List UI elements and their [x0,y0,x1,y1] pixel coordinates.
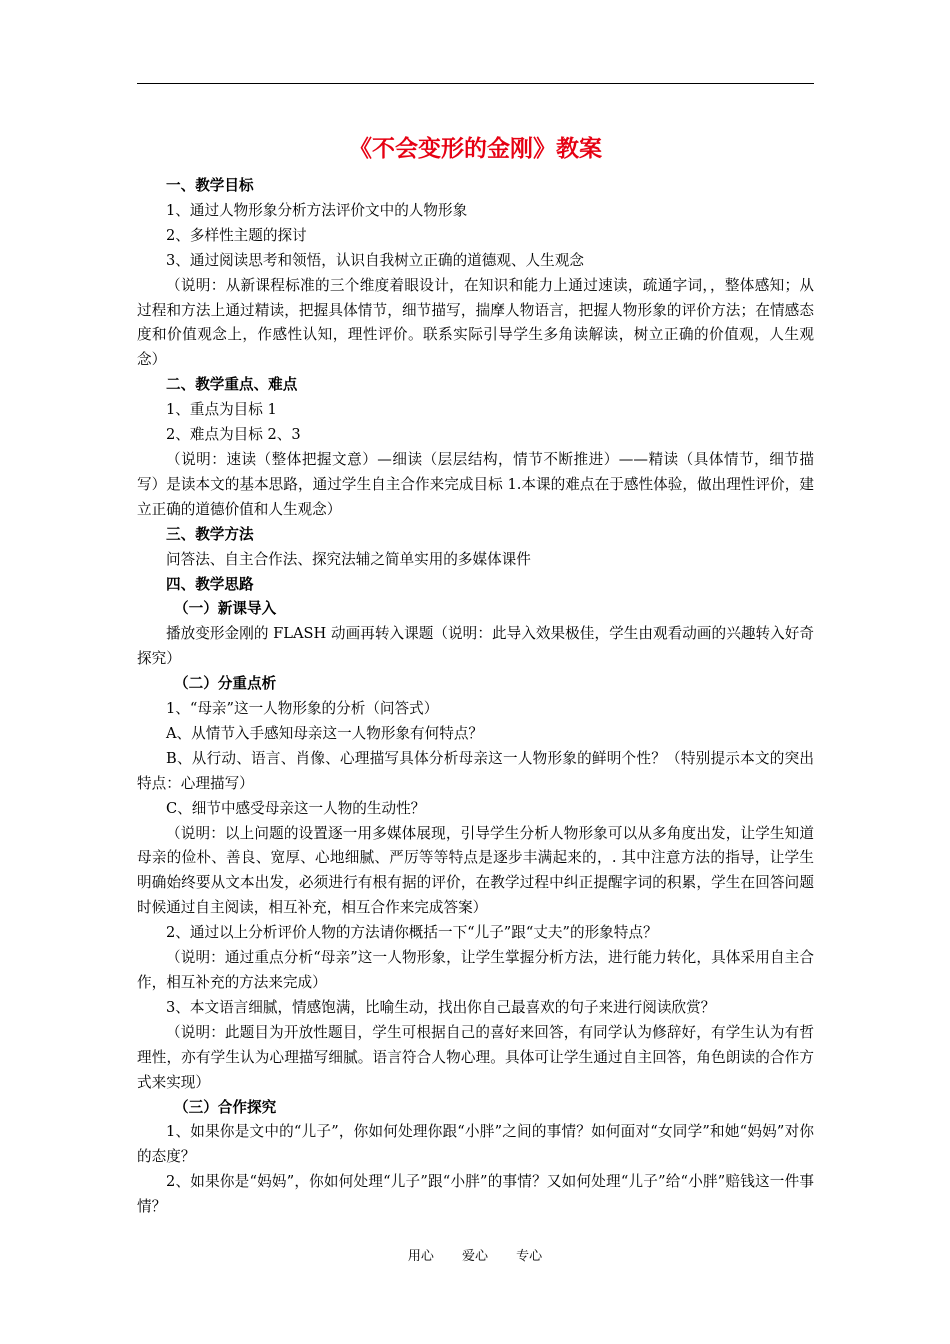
body-paragraph: 1、如果你是文中的“儿子”，你如何处理你跟“小胖”之间的事情？如何面对“女同学”和她“妈妈”对你的态度？ [137,1123,814,1166]
body-paragraph: 播放变形金刚的 FLASH 动画再转入课题（说明：此导入效果极佳，学生由观看动画的兴趣转入好奇探究） [137,625,814,668]
document-body [137,174,814,1220]
footer-item: 用心 [407,1249,434,1264]
body-paragraph: （说明：通过重点分析“母亲”这一人物形象，让学生掌握分析方法，进行能力转化，具体采用自主合作，相互补充的方法来完成） [137,949,814,991]
body-paragraph: 3、本文语言细腻，情感饱满，比喻生动，找出你自己最喜欢的句子来进行阅读欣赏？ [166,998,716,1016]
section-heading: 一、教学目标 [166,177,254,194]
footer-item: 爱心 [461,1249,488,1264]
body-paragraph: （说明：此题目为开放性题目，学生可根据自己的喜好来回答，有同学认为修辞好，有学生认为有哲理性，亦有学生认为心理描写细腻。语言符合人物心理。具体可让学生通过自主回答，角色朗读的合作方式来实现） [137,1023,814,1091]
body-paragraph: C、细节中感受母亲这一人物的生动性？ [166,799,426,817]
body-paragraph: 3、通过阅读思考和领悟，认识自我树立正确的道德观、人生观念 [166,251,584,269]
body-paragraph: （说明：从新课程标准的三个维度着眼设计，在知识和能力上通过速读，疏通字词，，整体感知；从过程和方法上通过精读，把握具体情节，细节描写，揣摩人物语言，把握人物形象的评价方法；在情感态度和价值观念上，作感性认知，理性评价。联系实际引导学生多角读解读，树立正确的价值观，人生观念） [137,276,814,369]
header-rule [137,83,814,84]
body-paragraph: （说明：以上问题的设置逐一用多媒体展现，引导学生分析人物形象可以从多角度出发，让学生知道母亲的俭朴、善良、宽厚、心地细腻、严厉等等特点是逐步丰满起来的，. 其中注意方法的指导，让学生明确始终要从文本出发，必须进行有根有据的评价，在教学过程中纠正提醒字词的积累，学生在回答问题时候通过自主阅读，相互补充，相互合作来完成答案） [137,824,814,917]
body-paragraph: 2、通过以上分析评价人物的方法请你概括一下“儿子”跟“丈夫”的形象特点？ [166,924,658,942]
body-paragraph: 1、重点为目标 1 [166,401,277,419]
body-paragraph: 问答法、自主合作法、探究法辅之简单实用的多媒体课件 [166,550,531,568]
body-paragraph: （说明：速读（整体把握文意）—细读（层层结构，情节不断推进）——精读（具体情节，细节描写）是读本文的基本思路，通过学生自主合作来完成目标 1.本课的难点在于感性体验，做出理性评价，建立正确的道德价值和人生观念） [137,450,814,518]
body-paragraph: 2、多样性主题的探讨 [166,226,307,244]
footer-item: 专心 [516,1249,543,1264]
page-footer [0,1247,950,1267]
body-paragraph: 1、“母亲”这一人物形象的分析（问答式） [166,700,439,718]
body-paragraph: 1、通过人物形象分析方法评价文中的人物形象 [166,201,468,219]
subsection-heading: （一）新课导入 [174,600,277,618]
section-heading: 四、教学思路 [166,575,254,593]
body-paragraph: B、从行动、语言、肖像、心理描写具体分析母亲这一人物形象的鲜明个性？（特别提示本文的突出特点：心理描写） [137,749,814,792]
body-paragraph: 2、难点为目标 2、3 [166,426,301,444]
subsection-heading: （三）合作探究 [174,1098,277,1116]
subsection-heading: （二）分重点析 [174,675,277,693]
body-paragraph: 2、如果你是“妈妈”，你如何处理“儿子”跟“小胖”的事情？又如何处理“儿子”给“小胖”赔钱这一件事情？ [137,1173,814,1216]
section-heading: 二、教学重点、难点 [166,376,298,394]
document-title: 《不会变形的金刚》教案 [349,136,602,162]
body-paragraph: A、从情节入手感知母亲这一人物形象有何特点？ [166,724,484,742]
section-heading: 三、教学方法 [166,525,254,543]
